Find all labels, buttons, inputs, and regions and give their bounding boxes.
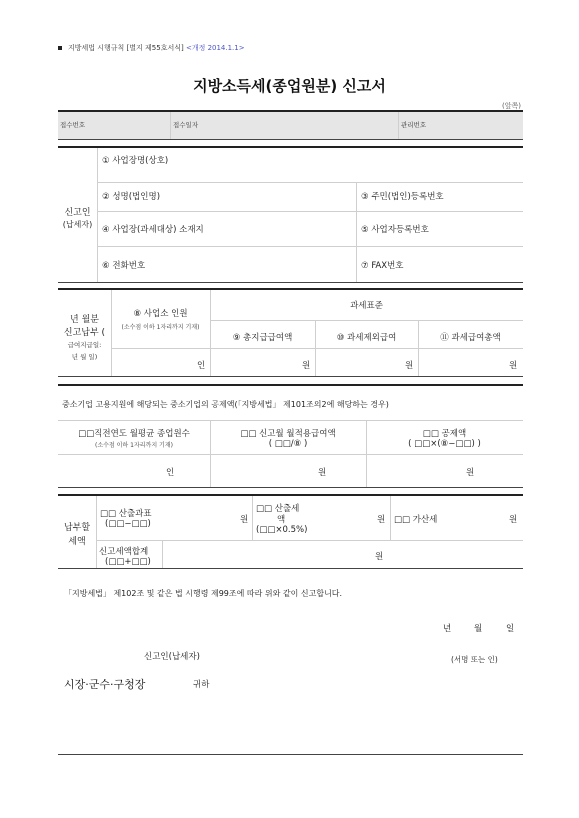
tax-standard-label: 과세표준 [350,301,383,311]
sme-deduction-unit: 원 [466,468,475,478]
bullet-square-icon [58,46,62,50]
page-title: 지방소득세(종업원분) 신고서 [193,77,386,95]
period-label: 년 월분 [70,315,99,325]
penalty-tax-unit: 원 [509,515,518,525]
business-reg-label: ⑤ 사업자등록번호 [361,225,429,235]
address-label: ④ 사업장(과세대상) 소재지 [102,225,204,235]
payment-section-label-2: 세액 [68,537,86,547]
total-pay-label: ⑨ 총지급급여액 [232,333,293,343]
phone-label: ⑥ 전화번호 [102,261,146,271]
filer-section-label: 신고인 [64,208,91,218]
revision-note: <개정 2014.1.1> [185,44,245,52]
pay-date-value: 년 월 일) [71,353,98,361]
front-side-note: (앞쪽) [502,102,521,110]
honorific: 귀하 [193,680,210,690]
penalty-tax-label: □□ 가산세 [394,515,438,525]
total-tax-label: 신고세액합계 [99,547,149,557]
sign-note: (서명 또는 인) [451,655,498,664]
fax-label: ⑦ FAX번호 [361,261,404,271]
representative-label: ② 성명(법인명) [102,192,161,202]
receipt-number-label: 접수번호 [60,121,86,129]
total-tax-unit: 원 [375,552,384,562]
tax-base-unit: 원 [240,515,249,525]
sme-heading: 중소기업 고용지원에 해당되는 중소기업의 공제액(「지방세법」 제101조의2에 해당하는 경우) [62,400,389,409]
sme-employees-unit: 인 [166,468,175,478]
sme-deduction-label: □□ 공제액 [422,429,467,439]
tax-base-note: (□□−□□) [105,519,151,529]
tax-base-label: □□ 산출과표 [100,509,152,519]
employees-note: (소수점 이하 1자리까지 기재) [121,324,200,331]
taxable-pay-label: ⑪ 과세급여총액 [440,333,501,343]
pay-date-label: 급여지급일: [67,341,102,349]
sme-monthly-pay-label: □□ 신고월 월적용급여액 [240,429,336,439]
total-tax-note: (□□+□□) [105,557,151,567]
footer-divider [58,754,523,755]
date-day: 일 [506,624,515,634]
date-year: 년 [443,624,452,634]
calculated-tax-unit: 원 [377,515,386,525]
sme-employees-label: □□직전연도 월평균 종업원수 [78,429,190,439]
sme-deduction-note: ( □□×(⑧−□□) ) [408,439,481,449]
payment-section-label: 납부할 [63,523,91,533]
receipt-box [58,111,523,139]
employees-label: ⑧ 사업소 인원 [133,309,188,319]
form-reference-text: 지방세법 시행규칙 [별지 제55호서식] [68,44,184,52]
signer-label: 신고인(납세자) [144,652,200,662]
receipt-date-label: 접수일자 [173,121,199,129]
declaration-text: 「지방세법」 제102조 및 같은 법 시행령 제99조에 따라 위와 같이 신고합니다. [64,589,343,598]
taxable-pay-unit: 원 [509,361,518,371]
excluded-pay-label: ⑩ 과세제외급여 [336,333,397,343]
manage-number-label: 관리번호 [401,121,427,129]
resident-number-label: ③ 주민(법인)등록번호 [361,192,444,202]
date-month: 월 [474,624,483,634]
calculated-tax-note: (□□×0.5%) [256,525,308,535]
total-pay-unit: 원 [302,361,311,371]
sme-employees-note: (소수점 이하 1자리까지 기재) [95,442,173,449]
employees-unit: 인 [197,361,206,371]
calculated-tax-label: □□ 산출세 [256,504,300,514]
sme-monthly-pay-unit: 원 [318,468,327,478]
sme-monthly-pay-note: ( □□/⑧ ) [268,439,308,449]
addressee: 시장·군수·구청장 [64,678,146,691]
period-report-label: 신고납부 ( [63,328,106,338]
excluded-pay-unit: 원 [405,361,414,371]
form-reference [58,43,245,53]
business-name-label: ① 사업장명(상호) [102,156,169,166]
calculated-tax-label-2: 액 [277,515,286,525]
filer-section-sub: (납세자) [62,220,93,229]
